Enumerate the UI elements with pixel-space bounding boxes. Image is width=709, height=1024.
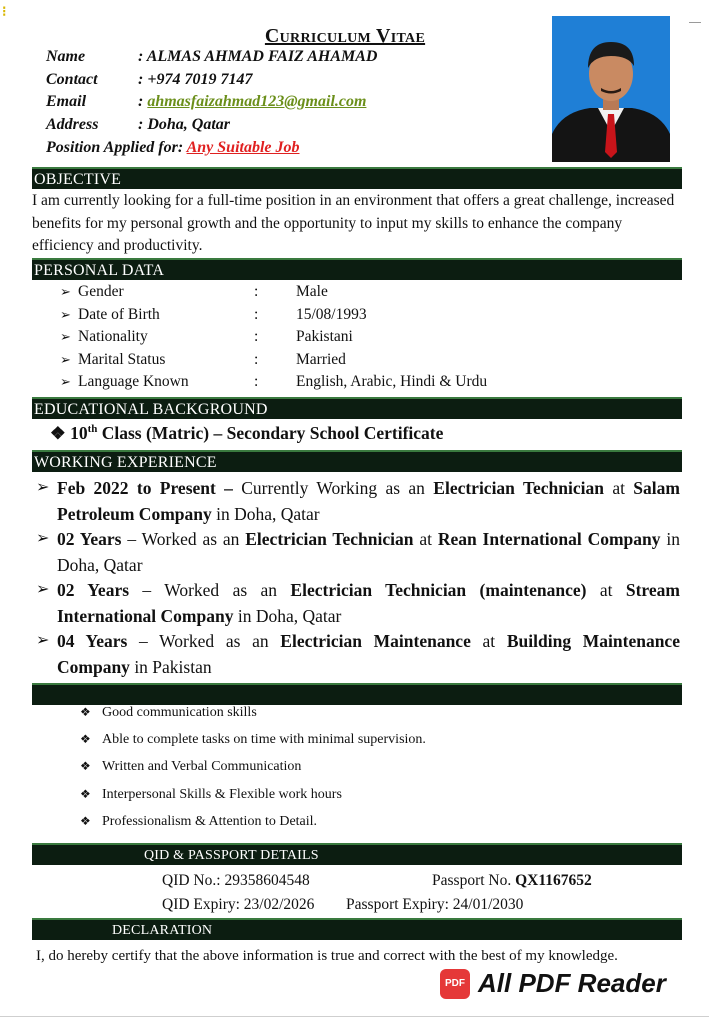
experience-period: 04 Years — [57, 631, 128, 651]
personal-data-row — [60, 306, 367, 329]
education-item — [50, 423, 443, 444]
experience-period: Feb 2022 to Present – — [57, 478, 233, 498]
experience-phrase: – Worked as an — [129, 580, 291, 600]
experience-role: Electrician Maintenance — [280, 631, 471, 651]
experience-location: in Doha, Qatar — [211, 504, 320, 524]
experience-phrase: – Worked as an — [127, 631, 281, 651]
experience-period: 02 Years — [57, 529, 122, 549]
profile-photo — [552, 16, 670, 162]
skill-text: Interpersonal Skills & Flexible work hours — [102, 786, 342, 802]
personal-data-row — [60, 351, 346, 374]
objective-header: OBJECTIVE — [32, 167, 682, 189]
passport-number-label: Passport No. — [432, 872, 516, 889]
personal-data-row — [60, 373, 487, 396]
personal-data-row — [60, 328, 353, 351]
personal-data-header: PERSONAL DATA — [32, 258, 682, 280]
experience-company: Rean International Company — [437, 529, 661, 549]
personal-data-key: Date of Birth — [78, 305, 160, 323]
skill-item — [80, 787, 342, 809]
page-bottom-divider — [0, 1016, 709, 1017]
experience-text — [36, 475, 680, 527]
qid-expiry: QID Expiry: 23/02/2026 — [162, 896, 315, 913]
qid-number-label: QID No.: — [162, 872, 225, 889]
arrow-bullet-icon: ➢ — [60, 284, 71, 299]
address-value: : Doha, Qatar — [138, 116, 231, 133]
personal-data-colon: : — [254, 328, 259, 346]
pdf-reader-watermark — [440, 968, 666, 1006]
skill-item — [80, 759, 301, 781]
personal-data-colon: : — [254, 373, 259, 391]
arrow-bullet-icon: ➢ — [60, 374, 71, 390]
experience-company: Salam Petroleum Company — [57, 478, 680, 524]
name-row — [46, 48, 377, 70]
qid-passport-header: QID & PASSPORT DETAILS — [32, 843, 682, 865]
experience-item — [36, 526, 680, 578]
personal-data-value: English, Arabic, Hindi & Urdu — [296, 373, 488, 391]
education-header: EDUCATIONAL BACKGROUND — [32, 397, 682, 419]
position-label: Position Applied for: — [46, 139, 184, 156]
personal-data-value: Married — [296, 350, 346, 368]
contact-value: : +974 7019 7147 — [138, 71, 253, 88]
skill-text: Able to complete tasks on time with minimal supervision. — [102, 732, 426, 748]
experience-location: in Pakistan — [129, 657, 212, 677]
email-prefix: : — [138, 93, 148, 110]
declaration-header: DECLARATION — [32, 918, 682, 940]
diamond-bullet-icon: ❖ — [80, 732, 91, 747]
experience-header: WORKING EXPERIENCE — [32, 450, 682, 472]
personal-data-key: Gender — [78, 283, 124, 300]
personal-data-colon: : — [254, 283, 259, 300]
arrow-bullet-icon: ➢ — [36, 632, 50, 649]
experience-text — [36, 628, 680, 680]
personal-data-key: Nationality — [78, 328, 148, 346]
name-label: Name — [46, 48, 86, 65]
education-class-text: Class (Matric) – Secondary School Certificate — [97, 423, 444, 443]
experience-text — [36, 577, 680, 629]
experience-at: at — [603, 478, 634, 498]
diamond-bullet-icon: ❖ — [80, 759, 91, 774]
passport-number-value: QX1167652 — [515, 872, 592, 889]
experience-item — [36, 475, 680, 527]
skill-item — [80, 732, 426, 754]
arrow-bullet-icon: ➢ — [60, 306, 71, 322]
skill-item — [80, 814, 317, 836]
person-silhouette-icon — [552, 16, 670, 162]
contact-label: Contact — [46, 71, 98, 88]
corner-mark: ⁝ — [2, 5, 7, 20]
experience-role: Electrician Technician — [433, 478, 604, 498]
email-label: Email — [46, 93, 87, 110]
passport-number — [432, 872, 592, 890]
diamond-bullet-icon: ❖ — [80, 705, 91, 719]
experience-company: Building Maintenance Company — [57, 631, 680, 677]
passport-expiry: Passport Expiry: 24/01/2030 — [346, 896, 524, 913]
contact-row — [46, 71, 252, 93]
address-label: Address — [46, 116, 99, 133]
corner-dash — [689, 22, 701, 23]
experience-location: in Doha, Qatar — [57, 529, 680, 575]
qid-number-value: 29358604548 — [224, 872, 310, 889]
personal-data-key: Marital Status — [78, 350, 166, 368]
pdf-app-icon: PDF — [440, 969, 470, 999]
personal-data-value: Pakistani — [296, 328, 353, 346]
email-row — [46, 93, 366, 115]
experience-company: Stream International Company — [57, 580, 680, 626]
personal-data-row — [60, 283, 328, 306]
qid-number — [162, 872, 310, 890]
diamond-bullet-icon: ❖ — [80, 813, 91, 828]
diamond-bullet-icon: ❖ — [50, 423, 66, 443]
arrow-bullet-icon: ➢ — [60, 351, 71, 367]
education-class-suffix: th — [87, 423, 98, 436]
experience-period: 02 Years — [57, 580, 130, 600]
personal-data-colon: : — [254, 350, 259, 368]
diamond-bullet-icon: ❖ — [80, 786, 91, 801]
experience-role: Electrician Technician — [245, 529, 414, 549]
arrow-bullet-icon: ➢ — [36, 530, 50, 547]
skill-text: Written and Verbal Communication — [102, 759, 302, 775]
skill-text: Professionalism & Attention to Detail. — [102, 813, 318, 829]
pdf-reader-brand-text: All PDF Reader — [478, 968, 666, 998]
skill-text: Good communication skills — [102, 705, 257, 720]
experience-phrase: Currently Working as an — [232, 478, 434, 498]
objective-text: I am currently looking for a full-time position in an environment that offers a great challenge, increased benefits for my personal growth and the opportunity to input my skills to enhance the company efficiency and productivity. — [32, 192, 675, 254]
experience-text — [36, 526, 680, 578]
experience-item — [36, 628, 680, 680]
name-value: : ALMAS AHMAD FAIZ AHAMAD — [138, 48, 378, 65]
arrow-bullet-icon: ➢ — [36, 479, 50, 496]
personal-data-value: 15/08/1993 — [296, 305, 367, 323]
position-row — [46, 139, 300, 161]
experience-at: at — [413, 529, 438, 549]
address-row — [46, 116, 230, 138]
declaration-text: I, do hereby certify that the above information is true and correct with the best of my knowledge. — [36, 948, 618, 964]
experience-at: at — [470, 631, 507, 651]
arrow-bullet-icon: ➢ — [60, 329, 71, 345]
position-value: Any Suitable Job — [186, 139, 300, 156]
experience-at: at — [586, 580, 626, 600]
education-class-number: 10 — [70, 423, 88, 443]
experience-role: Electrician Technician (maintenance) — [290, 580, 587, 600]
skills-header — [32, 683, 682, 705]
experience-item — [36, 577, 680, 629]
personal-data-colon: : — [254, 305, 259, 323]
personal-data-value: Male — [296, 283, 328, 300]
document-title: Curriculum Vitae — [264, 25, 426, 47]
experience-location: in Doha, Qatar — [233, 606, 342, 626]
skill-item — [80, 705, 257, 727]
email-link[interactable]: ahmasfaizahmad123@gmail.com — [147, 93, 367, 110]
arrow-bullet-icon: ➢ — [36, 581, 50, 598]
personal-data-key: Language Known — [78, 373, 189, 391]
experience-phrase: – Worked as an — [121, 529, 246, 549]
